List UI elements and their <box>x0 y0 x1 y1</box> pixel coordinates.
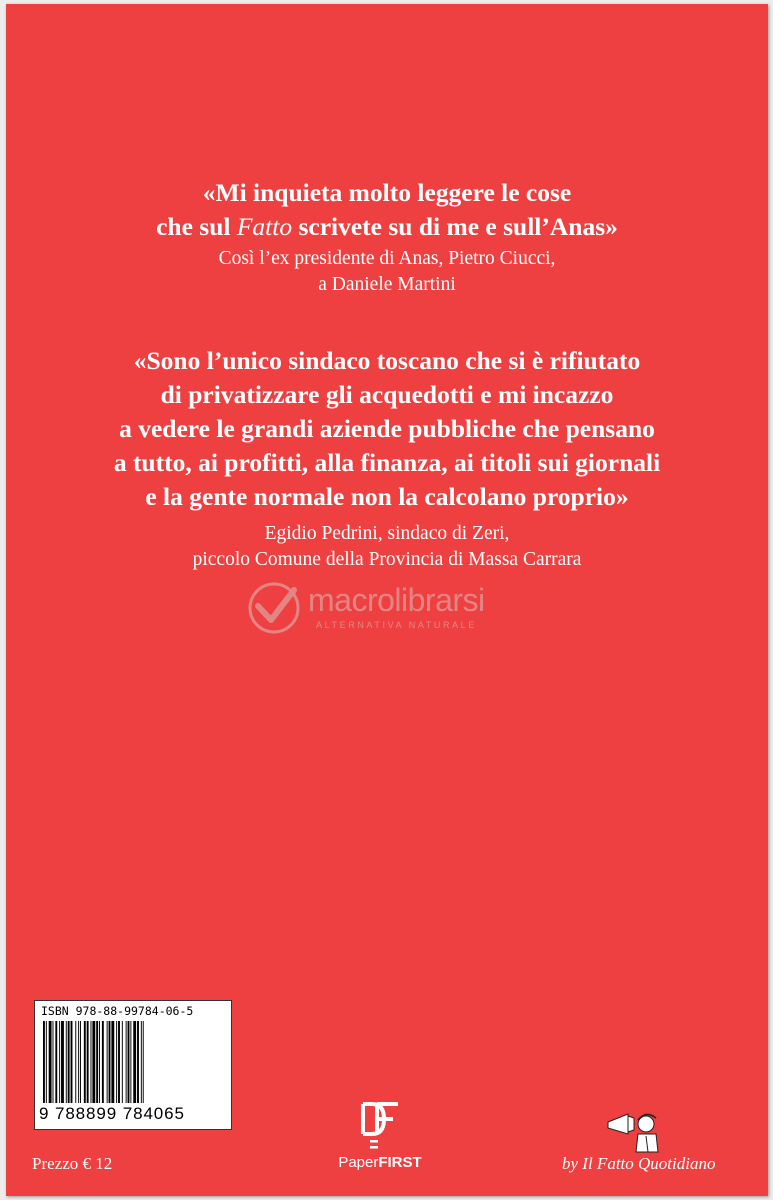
quote-line: a vedere le grandi aziende pubbliche che pensano <box>119 414 655 443</box>
checkmark-logo-icon <box>244 580 304 636</box>
publisher-name-regular: Paper <box>338 1154 379 1171</box>
attribution-ciucci <box>6 246 768 298</box>
attribution-line: Così l’ex presidente di Anas, Pietro Ciucci, <box>218 248 556 269</box>
book-back-cover <box>6 4 768 1196</box>
watermark-tagline: ALTERNATIVA NATURALE <box>316 620 477 630</box>
quote-text: scrivete su di me e sull’Anas» <box>292 212 618 241</box>
quote-line: «Sono l’unico sindaco toscano che si è rifiutato <box>133 346 641 375</box>
quote-ciucci <box>6 176 768 244</box>
quote-text: che sul <box>156 212 237 241</box>
quote-line <box>6 210 768 244</box>
attribution-line: piccolo Comune della Provincia di Massa Carrara <box>192 549 582 570</box>
attribution-line: a Daniele Martini <box>318 274 456 295</box>
attribution-pedrini <box>6 521 768 573</box>
quote-line: «Mi inquieta molto leggere le cose <box>202 178 572 207</box>
quote-pedrini <box>6 344 768 514</box>
ean-digits: 9 788899 784065 <box>39 1104 185 1123</box>
imprint-label: by Il Fatto Quotidiano <box>562 1154 716 1173</box>
isbn-barcode <box>34 1000 232 1130</box>
isbn-number: ISBN 978-88-99784-06-5 <box>41 1004 194 1018</box>
quote-line: e la gente normale non la calcolano proprio» <box>145 482 629 511</box>
megaphone-mascot-icon <box>602 1106 678 1154</box>
attribution-line: Egidio Pedrini, sindaco di Zeri, <box>264 523 510 544</box>
watermark-brand: macrolibrarsi <box>308 582 485 618</box>
quote-line: a tutto, ai profitti, alla finanza, ai titoli sui giornali <box>113 448 661 477</box>
barcode-bars <box>43 1021 223 1103</box>
newspaper-name: Fatto <box>236 212 293 241</box>
publisher-logo <box>330 1100 430 1171</box>
publisher-name <box>330 1154 430 1171</box>
publisher-name-bold: FIRST <box>378 1154 422 1171</box>
price-label: Prezzo € 12 <box>32 1154 113 1173</box>
macrolibrarsi-watermark <box>244 580 564 636</box>
quote-line: di privatizzare gli acquedotti e mi incazzo <box>160 380 614 409</box>
paperfirst-logo-icon <box>330 1100 430 1152</box>
